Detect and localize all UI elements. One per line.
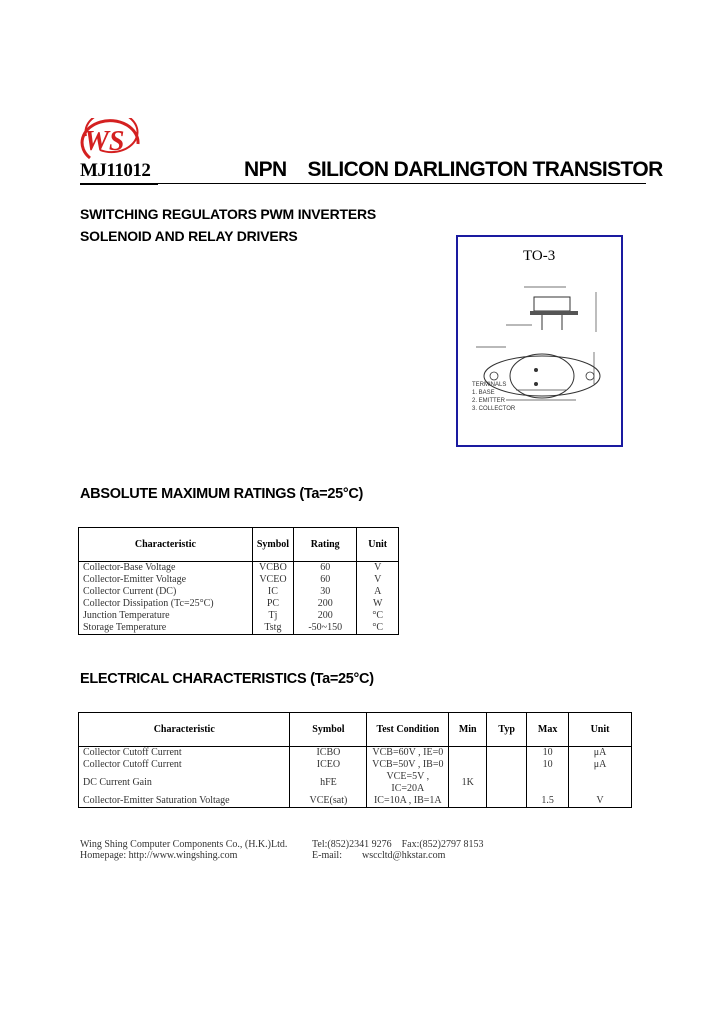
table-cell: μA xyxy=(569,747,632,760)
table-row xyxy=(79,610,399,622)
table-cell xyxy=(487,795,527,808)
terminal-item: 2. EMITTER xyxy=(472,398,506,404)
abs-max-title: ABSOLUTE MAXIMUM RATINGS (Ta=25°C) xyxy=(80,486,364,502)
column-header: Unit xyxy=(357,528,399,562)
table-cell: VCBO xyxy=(252,562,293,575)
table-cell xyxy=(487,759,527,771)
table-row xyxy=(79,795,632,808)
table-cell: Collector Current (DC) xyxy=(79,586,253,598)
table-row xyxy=(79,747,632,760)
column-header: Test Condition xyxy=(367,713,449,747)
table-cell: VCEO xyxy=(252,574,293,586)
table-cell xyxy=(569,771,632,795)
table-cell: Collector Cutoff Current xyxy=(79,759,290,771)
table-cell: 30 xyxy=(294,586,357,598)
table-cell: VCE(sat) xyxy=(290,795,367,808)
table-row xyxy=(79,574,399,586)
terminal-item: 1. BASE xyxy=(472,390,495,396)
table-cell: PC xyxy=(252,598,293,610)
table-row xyxy=(79,622,399,635)
column-header: Rating xyxy=(294,528,357,562)
table-cell: W xyxy=(357,598,399,610)
table-row xyxy=(79,562,399,575)
table-cell: Tstg xyxy=(252,622,293,635)
electrical-title: ELECTRICAL CHARACTERISTICS (Ta=25°C) xyxy=(80,671,374,687)
column-header: Symbol xyxy=(252,528,293,562)
table-cell xyxy=(527,771,569,795)
table-cell: -50~150 xyxy=(294,622,357,635)
table-cell: 60 xyxy=(294,562,357,575)
column-header: Characteristic xyxy=(79,713,290,747)
table-header-row xyxy=(79,713,632,747)
table-cell: V xyxy=(357,574,399,586)
table-cell: 200 xyxy=(294,610,357,622)
table-cell: Collector Cutoff Current xyxy=(79,747,290,760)
device-type: NPN SILICON DARLINGTON TRANSISTOR xyxy=(244,158,663,181)
footer-tel-fax: Tel:(852)2341 9276 Fax:(852)2797 8153 xyxy=(312,839,484,850)
table-cell: VCB=60V , IE=0 xyxy=(367,747,449,760)
part-number: MJ11012 xyxy=(80,160,151,181)
terminals-title: TERMINALS xyxy=(472,382,507,388)
abs-max-table xyxy=(78,527,399,635)
table-row xyxy=(79,759,632,771)
table-cell xyxy=(487,747,527,760)
column-header: Max xyxy=(527,713,569,747)
table-cell: Collector-Emitter Voltage xyxy=(79,574,253,586)
column-header: Unit xyxy=(569,713,632,747)
header-rule xyxy=(80,183,646,184)
table-cell: IC=10A , IB=1A xyxy=(367,795,449,808)
table-row xyxy=(79,598,399,610)
table-cell: ICEO xyxy=(290,759,367,771)
table-cell: °C xyxy=(357,610,399,622)
table-cell: IC xyxy=(252,586,293,598)
table-cell: VCE=5V , IC=20A xyxy=(367,771,449,795)
table-cell: Junction Temperature xyxy=(79,610,253,622)
table-cell xyxy=(487,771,527,795)
company-logo xyxy=(80,118,144,164)
table-cell: 1K xyxy=(449,771,487,795)
logo-text: WS xyxy=(84,126,125,157)
terminal-item: 3. COLLECTOR xyxy=(472,406,516,412)
table-cell xyxy=(449,759,487,771)
table-cell: 200 xyxy=(294,598,357,610)
table-cell: ICBO xyxy=(290,747,367,760)
footer-company: Wing Shing Computer Components Co., (H.K.)Ltd. xyxy=(80,839,288,850)
package-name: TO-3 xyxy=(523,248,556,264)
table-cell: DC Current Gain xyxy=(79,771,290,795)
table-cell: Tj xyxy=(252,610,293,622)
table-row xyxy=(79,586,399,598)
table-cell: Storage Temperature xyxy=(79,622,253,635)
table-row xyxy=(79,771,632,795)
table-cell: hFE xyxy=(290,771,367,795)
table-cell: 1.5 xyxy=(527,795,569,808)
application-line: SOLENOID AND RELAY DRIVERS xyxy=(80,228,298,244)
footer-email[interactable]: E-mail: wsccltd@hkstar.com xyxy=(312,850,446,861)
table-cell: °C xyxy=(357,622,399,635)
package-drawing xyxy=(466,272,616,442)
table-cell: V xyxy=(357,562,399,575)
table-cell xyxy=(449,795,487,808)
application-line: SWITCHING REGULATORS PWM INVERTERS xyxy=(80,206,377,222)
part-number-underline xyxy=(80,183,158,185)
table-header-row xyxy=(79,528,399,562)
table-cell: Collector-Emitter Saturation Voltage xyxy=(79,795,290,808)
table-cell: VCB=50V , IB=0 xyxy=(367,759,449,771)
table-cell: V xyxy=(569,795,632,808)
table-cell: 10 xyxy=(527,759,569,771)
footer-homepage[interactable]: Homepage: http://www.wingshing.com xyxy=(80,850,238,861)
table-cell xyxy=(449,747,487,760)
table-cell: 60 xyxy=(294,574,357,586)
column-header: Characteristic xyxy=(79,528,253,562)
column-header: Symbol xyxy=(290,713,367,747)
terminals-legend xyxy=(472,381,515,413)
table-cell: A xyxy=(357,586,399,598)
table-cell: 10 xyxy=(527,747,569,760)
column-header: Min xyxy=(449,713,487,747)
table-cell: Collector Dissipation (Tc=25°C) xyxy=(79,598,253,610)
electrical-table xyxy=(78,712,632,808)
table-cell: Collector-Base Voltage xyxy=(79,562,253,575)
column-header: Typ xyxy=(487,713,527,747)
table-cell: μA xyxy=(569,759,632,771)
